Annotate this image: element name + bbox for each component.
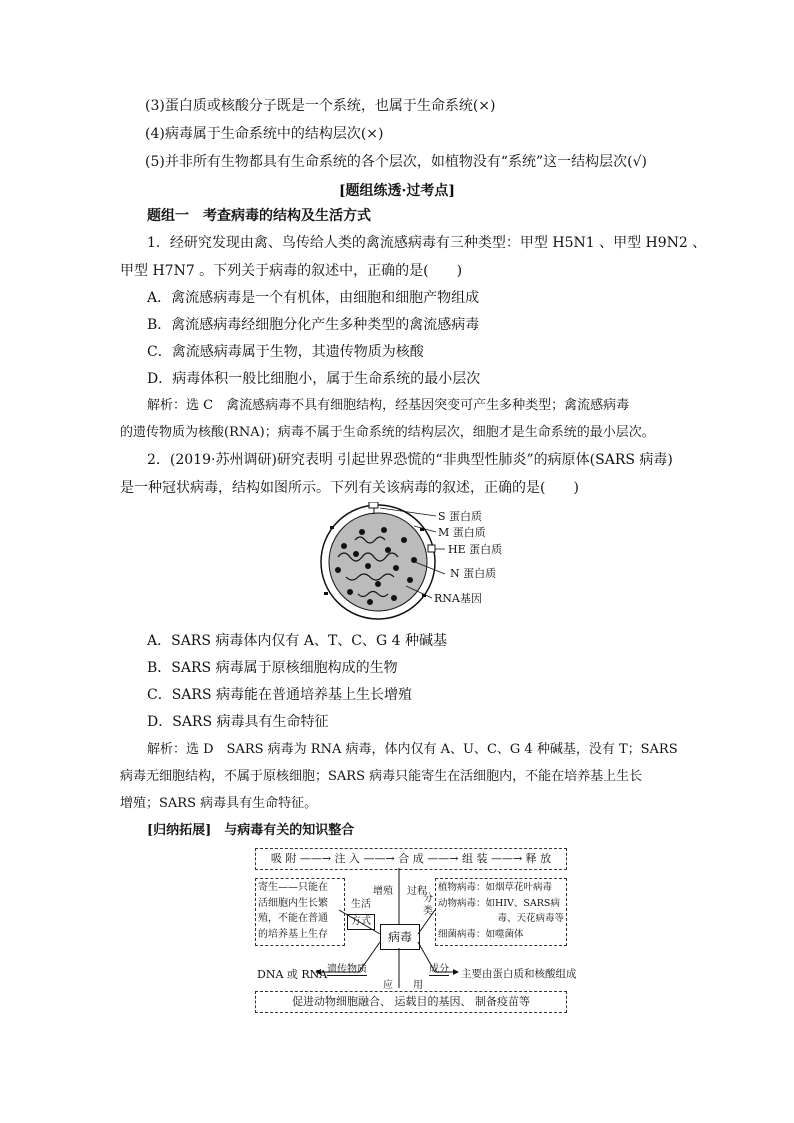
review-item-4: (4)病毒属于生命系统中的结构层次(×) [145,126,384,142]
classify-line: 植物病毒：如烟草花叶病毒 [438,882,553,893]
classify-line: 动物病毒：如HIV、SARS病 [438,897,560,909]
sars-virus-figure [310,502,530,624]
q2-option-d: D．SARS 病毒具有生命特征 [147,714,329,730]
q2-stem-line2: 是一种冠状病毒，结构如图所示。下列有关该病毒的叙述，正确的是( ) [120,480,579,496]
summary-title: [归纳拓展] 与病毒有关的知识整合 [147,823,355,838]
q2-option-c: C．SARS 病毒能在普通培养基上生长增殖 [147,687,412,703]
q2-option-b: B．SARS 病毒属于原核细胞构成的生物 [147,660,398,676]
lifestyle-label: 生活 方式 [347,898,375,930]
review-item-3: (3)蛋白质或核酸分子既是一个系统，也属于生命系统(×) [145,98,496,114]
label-n-protein: N 蛋白质 [450,567,497,580]
lifestyle-line: 活细胞内生长繁 [258,897,328,909]
label-he-protein: HE 蛋白质 [448,543,503,556]
process-label: 增殖 [373,886,393,897]
q1-stem-line2: 甲型 H7N7 。下列关于病毒的叙述中，正确的是( ) [120,263,463,279]
process-steps: 吸 附 ——→ 注 入 ——→ 合 成 ——→ 组 装 ——→ 释 放 [270,852,552,865]
review-item-5: (5)并非所有生物都具有生命系统的各个层次，如植物没有“系统”这一结构层次(√) [145,154,647,170]
s-protein-mark [369,502,378,508]
label-m-protein: M 蛋白质 [438,526,486,539]
q1-analysis-line2: 的遗传物质为核酸(RNA)；病毒不属于生命系统的结构层次，细胞才是生命系统的最小层次。 [120,425,655,440]
section-heading: [题组练透·过考点] [338,183,456,199]
composition-label: 成分 [429,960,449,976]
classify-line: 毒、天花病毒等 [497,913,564,924]
application-box [255,991,567,1013]
group-title: 题组一 考查病毒的结构及生活方式 [147,208,371,224]
composition-value: 主要由蛋白质和核酸组成 [461,968,577,980]
process-label-2: 过程 [407,886,427,897]
center-virus-label: 病毒 [387,930,412,944]
classify-label: 分 类 [423,893,433,917]
q1-option-a: A．禽流感病毒是一个有机体，由细胞和细胞产物组成 [147,290,480,306]
lifestyle-line: 寄生——只能在 [258,882,328,893]
genetic-material-label: 遗传物质 [327,960,367,976]
application-text: 促进动物细胞融合、 运载目的基因、 制备疫苗等 [292,995,530,1008]
lifestyle-line: 殖，不能在普通 [258,913,328,924]
q1-analysis-line1: 解析：选 C 禽流感病毒不具有细胞结构，经基因突变可产生多种类型；禽流感病毒 [147,398,630,413]
q1-option-c: C．禽流感病毒属于生物，其遗传物质为核酸 [147,344,424,360]
q2-stem-line1: 2．(2019·苏州调研)研究表明 引起世界恐慌的“非典型性肺炎”的病原体(SARS 病毒) [147,452,673,468]
he-protein-mark [428,545,435,552]
q1-option-b: B．禽流感病毒经细胞分化产生多种类型的禽流感病毒 [147,317,480,333]
application-label: 应 用 [383,980,423,991]
classify-line: 细菌病毒：如噬菌体 [438,928,524,940]
virus-knowledge-diagram [235,848,575,1013]
q1-option-d: D．病毒体积一般比细胞小，属于生命系统的最小层次 [147,371,481,387]
label-rna-gene: RNA基因 [434,592,482,605]
q2-analysis-line3: 增殖；SARS 病毒具有生命特征。 [120,796,318,811]
q2-analysis-line2: 病毒无细胞结构，不属于原核细胞；SARS 病毒只能寄生在活细胞内，不能在培养基上生长 [120,769,643,784]
q1-stem-line1: 1．经研究发现由禽、鸟传给人类的禽流感病毒有三种类型：甲型 H5N1 、甲型 H9N2 、 [147,235,707,251]
q2-option-a: A．SARS 病毒体内仅有 A、T、C、G 4 种碱基 [147,633,447,649]
lifestyle-line: 的培养基上生存 [258,928,328,940]
q2-analysis-line1: 解析：选 D SARS 病毒为 RNA 病毒，体内仅有 A、U、C、G 4 种碱基，没有 T；SARS [147,742,678,757]
label-s-protein: S 蛋白质 [438,510,483,523]
genetic-material-value: DNA 或 RNA [257,968,328,981]
